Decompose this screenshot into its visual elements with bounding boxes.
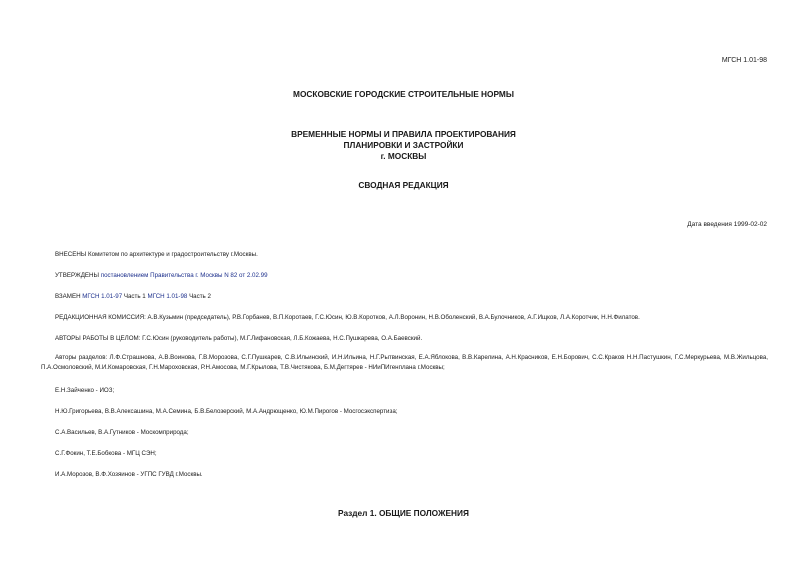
doc-code: МГСН 1.01-98 [721, 57, 767, 64]
paragraph-ioz: Е.Н.Зайченко - ИОЗ; [55, 387, 115, 394]
paragraph-moskompriroda: С.А.Васильев, В.А.Гутников - Москомприрода; [55, 429, 189, 436]
paragraph-authors: Авторы разделов: Л.Ф.Страшнова, А.В.Воинова, Г.В.Морозова, С.Г.Пушкарев, С.В.Ильинский, И.Н.Ильина, Н.Г.Рытвинская, Е.А.Яблокова, В.В.Карелина, А.Н.Красников, Е.Н.Борович, С.С.Краков Н.Н.Пастушкин, Г.С.Меркурьева, М.В.Жильцова, П.А.Осмоловский, М.И.Комаровская, Г.Н.Мароховская, Р.Н.Амосова, М.Г.Крылова, Т.В.Чистякова, Б.М.Дегтярев - НИиПИгенплана г.Москвы; [41, 354, 768, 371]
paragraph-ugps: И.А.Морозов, В.Ф.Хозяинов - УГПС ГУВД г.Москвы. [55, 471, 203, 478]
main-heading: МОСКОВСКИЕ ГОРОДСКИЕ СТРОИТЕЛЬНЫЕ НОРМЫ [293, 89, 514, 99]
paragraph-mosgosexpertiza: Н.Ю.Григорьева, В.В.Алексашина, М.А.Семина, Б.В.Белозерский, М.А.Андрющенко, Ю.М.Пирогов - Мосгосэкспертиза; [55, 408, 398, 415]
edition-heading: СВОДНАЯ РЕДАКЦИЯ [358, 180, 449, 190]
approved-prefix: УТВЕРЖДЕНЫ [55, 272, 101, 279]
title-line-2: ПЛАНИРОВКИ И ЗАСТРОЙКИ [343, 140, 464, 150]
replaced-suffix: Часть 2 [187, 293, 211, 300]
replaced-mid: Часть 1 [122, 293, 148, 300]
title-line-1: ВРЕМЕННЫЕ НОРМЫ И ПРАВИЛА ПРОЕКТИРОВАНИЯ [291, 129, 516, 139]
paragraph-introduced: ВНЕСЕНЫ Комитетом по архитектуре и градостроительству г.Москвы. [55, 251, 258, 258]
paragraph-leaders: АВТОРЫ РАБОТЫ В ЦЕЛОМ: Г.С.Юсин (руководитель работы), М.Г.Лифановская, Л.Б.Кожаева, Н.С.Пушкарева, О.А.Баевский. [55, 335, 423, 342]
mgsn-1-01-98-link[interactable]: МГСН 1.01-98 [147, 293, 188, 300]
document-title [0, 129, 807, 162]
approval-decree-link[interactable]: постановлением Правительства г. Москвы N 82 от 2.02.99 [100, 272, 268, 279]
section-title: Раздел 1. ОБЩИЕ ПОЛОЖЕНИЯ [338, 508, 469, 518]
paragraph-editorial: РЕДАКЦИОННАЯ КОМИССИЯ: А.В.Кузьмин (председатель), Р.В.Горбанев, В.П.Коротаев, Г.С.Юсин, Ю.В.Коротков, А.Л.Воронин, Н.В.Оболенский, В.А.Булочников, А.Г.Ищков, Л.А.Коротчик, Н.Н.Филатов. [55, 314, 640, 321]
title-line-3: г. МОСКВЫ [380, 151, 427, 161]
replaced-prefix: ВЗАМЕН [55, 293, 83, 300]
paragraph-approved [55, 271, 268, 281]
paragraph-mgc-sen: С.Г.Фокин, Т.Е.Бобкова - МГЦ СЭН; [55, 450, 157, 457]
intro-date: Дата введения 1999-02-02 [687, 221, 767, 228]
mgsn-1-01-97-link[interactable]: МГСН 1.01-97 [82, 293, 123, 300]
paragraph-replaced [55, 292, 211, 302]
